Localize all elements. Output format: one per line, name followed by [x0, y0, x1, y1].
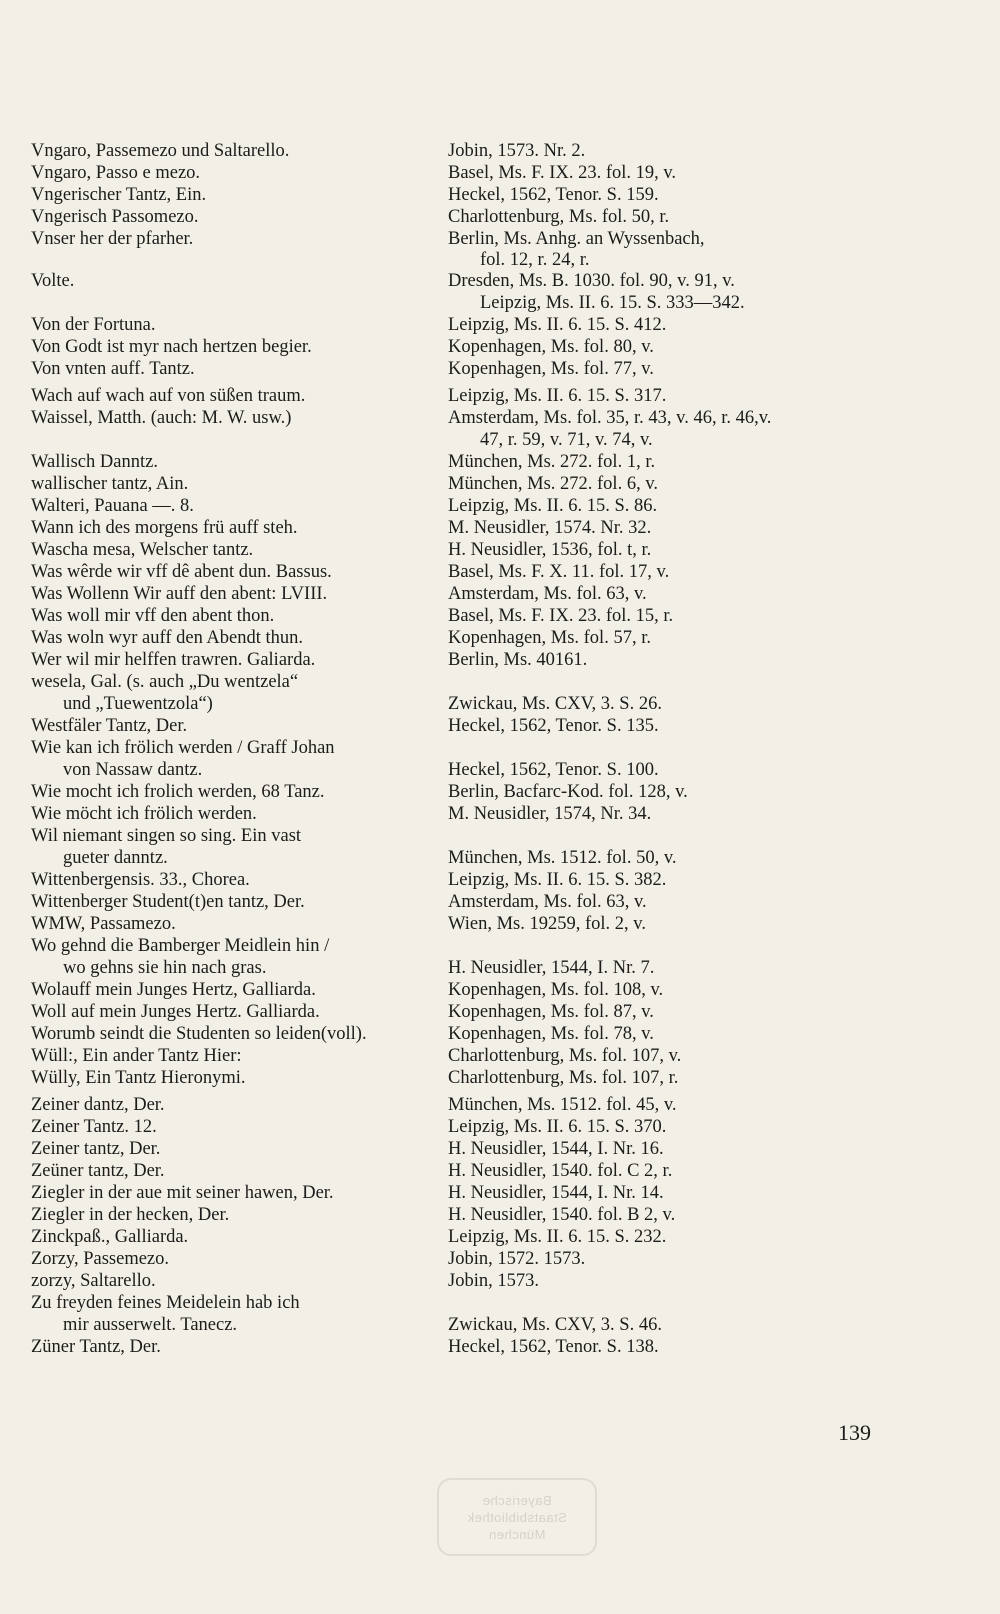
index-entry — [0, 249, 1000, 271]
index-entry — [0, 1182, 1000, 1204]
dance-title: Was Wollenn Wir auff den abent: LVIII. — [31, 584, 328, 604]
source-reference: H. Neusidler, 1540. fol. C 2, r. — [448, 1161, 673, 1181]
index-entry — [0, 495, 1000, 517]
index-entry — [0, 1336, 1000, 1358]
index-entry — [0, 1226, 1000, 1248]
dance-title: Walteri, Pauana —. 8. — [31, 496, 194, 516]
source-reference: Leipzig, Ms. II. 6. 15. S. 333—342. — [480, 293, 745, 313]
dance-title: Worumb seindt die Studenten so leiden(voll). — [31, 1024, 367, 1044]
dance-title: Wie möcht ich frölich werden. — [31, 804, 257, 824]
index-entry — [0, 649, 1000, 671]
source-reference: Charlottenburg, Ms. fol. 50, r. — [448, 207, 670, 227]
source-reference: Leipzig, Ms. II. 6. 15. S. 370. — [448, 1117, 667, 1137]
source-reference: Heckel, 1562, Tenor. S. 135. — [448, 716, 659, 736]
source-reference: Kopenhagen, Ms. fol. 57, r. — [448, 628, 651, 648]
index-entry — [0, 847, 1000, 869]
index-entry — [0, 162, 1000, 184]
index-entry — [0, 336, 1000, 358]
source-reference: Leipzig, Ms. II. 6. 15. S. 412. — [448, 315, 667, 335]
index-entry — [0, 517, 1000, 539]
source-reference: Amsterdam, Ms. fol. 63, v. — [448, 892, 647, 912]
page-number: 139 — [838, 1420, 871, 1445]
dance-title: Was woln wyr auff den Abendt thun. — [31, 628, 304, 648]
index-entry — [0, 627, 1000, 649]
source-reference: Berlin, Ms. Anhg. an Wyssenbach, — [448, 229, 705, 249]
source-reference: H. Neusidler, 1544, I. Nr. 14. — [448, 1183, 664, 1203]
index-entry — [0, 385, 1000, 407]
source-reference: Zwickau, Ms. CXV, 3. S. 46. — [448, 1315, 662, 1335]
source-reference: 47, r. 59, v. 71, v. 74, v. — [480, 430, 653, 450]
index-entry — [0, 979, 1000, 1001]
source-reference: Leipzig, Ms. II. 6. 15. S. 382. — [448, 870, 667, 890]
source-reference: Kopenhagen, Ms. fol. 80, v. — [448, 337, 654, 357]
dance-title: Woll auf mein Junges Hertz. Galliarda. — [31, 1002, 320, 1022]
index-entry — [0, 429, 1000, 451]
index-entry — [0, 292, 1000, 314]
index-entry — [0, 913, 1000, 935]
source-reference: Heckel, 1562, Tenor. S. 100. — [448, 760, 659, 780]
dance-title: Ziegler in der aue mit seiner hawen, Der. — [31, 1183, 334, 1203]
dance-title: Wach auf wach auf von süßen traum. — [31, 386, 306, 406]
index-entry — [0, 1314, 1000, 1336]
source-reference: Zwickau, Ms. CXV, 3. S. 26. — [448, 694, 662, 714]
source-reference: Basel, Ms. F. IX. 23. fol. 19, v. — [448, 163, 677, 183]
source-reference: H. Neusidler, 1540. fol. B 2, v. — [448, 1205, 676, 1225]
index-entry — [0, 314, 1000, 336]
source-reference: Kopenhagen, Ms. fol. 77, v. — [448, 359, 654, 379]
index-entry — [0, 1045, 1000, 1067]
index-entry — [0, 1292, 1000, 1314]
stamp-line: Bayerische — [482, 1492, 552, 1508]
index-entry — [0, 228, 1000, 250]
dance-title: Wil niemant singen so sing. Ein vast — [31, 826, 302, 846]
dance-title: Zeüner tantz, Der. — [31, 1161, 165, 1181]
dance-title: Volte. — [31, 271, 75, 291]
source-reference: Kopenhagen, Ms. fol. 87, v. — [448, 1002, 654, 1022]
dance-title: Was wêrde wir vff dê abent dun. Bassus. — [31, 562, 332, 582]
index-entry — [0, 184, 1000, 206]
dance-title: Was woll mir vff den abent thon. — [31, 606, 275, 626]
index-entry — [0, 803, 1000, 825]
index-entry — [0, 759, 1000, 781]
source-reference: H. Neusidler, 1536, fol. t, r. — [448, 540, 652, 560]
dance-title: Wann ich des morgens frü auff steh. — [31, 518, 298, 538]
dance-title: Wolauff mein Junges Hertz, Galliarda. — [31, 980, 316, 1000]
dance-title: WMW, Passamezo. — [31, 914, 176, 934]
dance-title: wo gehns sie hin nach gras. — [63, 958, 267, 978]
index-entry — [0, 1023, 1000, 1045]
index-entry — [0, 270, 1000, 292]
dance-title: mir ausserwelt. Tanecz. — [63, 1315, 238, 1335]
dance-title: Von der Fortuna. — [31, 315, 156, 335]
dance-title: Vngerisch Passomezo. — [31, 207, 199, 227]
source-reference: Leipzig, Ms. II. 6. 15. S. 232. — [448, 1227, 667, 1247]
source-reference: Heckel, 1562, Tenor. S. 138. — [448, 1337, 659, 1357]
source-reference: Jobin, 1573. — [448, 1271, 539, 1291]
index-entry — [0, 451, 1000, 473]
source-reference: München, Ms. 272. fol. 6, v. — [448, 474, 658, 494]
source-reference: H. Neusidler, 1544, I. Nr. 16. — [448, 1139, 664, 1159]
source-reference: Basel, Ms. F. IX. 23. fol. 15, r. — [448, 606, 674, 626]
source-reference: M. Neusidler, 1574. Nr. 32. — [448, 518, 652, 538]
source-reference: Wien, Ms. 19259, fol. 2, v. — [448, 914, 646, 934]
source-reference: Leipzig, Ms. II. 6. 15. S. 86. — [448, 496, 658, 516]
dance-title: Vngerischer Tantz, Ein. — [31, 185, 207, 205]
dance-title: Von vnten auff. Tantz. — [31, 359, 195, 379]
source-reference: Kopenhagen, Ms. fol. 108, v. — [448, 980, 664, 1000]
index-entry — [0, 825, 1000, 847]
dance-title: Zinckpaß., Galliarda. — [31, 1227, 189, 1247]
index-entry — [0, 561, 1000, 583]
source-reference: fol. 12, r. 24, r. — [480, 250, 590, 270]
index-entry — [0, 407, 1000, 429]
source-reference: Berlin, Bacfarc-Kod. fol. 128, v. — [448, 782, 688, 802]
index-entry — [0, 140, 1000, 162]
dance-title: Ziegler in der hecken, Der. — [31, 1205, 230, 1225]
dance-title: wesela, Gal. (s. auch „Du wentzela“ — [31, 672, 299, 692]
dance-title: Vnser her der pfarher. — [31, 229, 194, 249]
index-entry — [0, 1067, 1000, 1089]
index-entry — [0, 869, 1000, 891]
index-entry — [0, 1094, 1000, 1116]
source-reference: Charlottenburg, Ms. fol. 107, r. — [448, 1068, 679, 1088]
dance-title: Zorzy, Passemezo. — [31, 1249, 170, 1269]
index-entry — [0, 891, 1000, 913]
dance-title: Wascha mesa, Welscher tantz. — [31, 540, 254, 560]
source-reference: München, Ms. 1512. fol. 50, v. — [448, 848, 677, 868]
index-entry — [0, 1204, 1000, 1226]
dance-title: Wer wil mir helffen trawren. Galiarda. — [31, 650, 316, 670]
dance-title: Wittenbergensis. 33., Chorea. — [31, 870, 250, 890]
dance-title: Waissel, Matth. (auch: M. W. usw.) — [31, 408, 292, 428]
dance-title: Wallisch Danntz. — [31, 452, 158, 472]
index-entry — [0, 671, 1000, 693]
dance-title: Wo gehnd die Bamberger Meidlein hin / — [31, 936, 330, 956]
source-reference: M. Neusidler, 1574, Nr. 34. — [448, 804, 652, 824]
source-reference: Basel, Ms. F. X. 11. fol. 17, v. — [448, 562, 670, 582]
source-reference: Berlin, Ms. 40161. — [448, 650, 588, 670]
library-stamp — [437, 1478, 597, 1556]
source-reference: Leipzig, Ms. II. 6. 15. S. 317. — [448, 386, 667, 406]
dance-title: Wie kan ich frölich werden / Graff Johan — [31, 738, 335, 758]
source-reference: Kopenhagen, Ms. fol. 78, v. — [448, 1024, 654, 1044]
index-entry — [0, 605, 1000, 627]
stamp-line: München — [488, 1526, 546, 1542]
index-entry — [0, 1138, 1000, 1160]
dance-title: Vngaro, Passo e mezo. — [31, 163, 201, 183]
dance-title: gueter danntz. — [63, 848, 168, 868]
index-entry — [0, 1116, 1000, 1138]
source-reference: München, Ms. 272. fol. 1, r. — [448, 452, 656, 472]
dance-title: Wie mocht ich frolich werden, 68 Tanz. — [31, 782, 325, 802]
source-reference: Amsterdam, Ms. fol. 63, v. — [448, 584, 647, 604]
source-reference: München, Ms. 1512. fol. 45, v. — [448, 1095, 677, 1115]
source-reference: Charlottenburg, Ms. fol. 107, v. — [448, 1046, 682, 1066]
dance-title: Zeiner Tantz. 12. — [31, 1117, 157, 1137]
index-entry — [0, 781, 1000, 803]
stamp-line: Staatsbibliothek — [467, 1509, 567, 1525]
index-entry — [0, 206, 1000, 228]
source-reference: H. Neusidler, 1544, I. Nr. 7. — [448, 958, 655, 978]
source-reference: Heckel, 1562, Tenor. S. 159. — [448, 185, 659, 205]
index-entry — [0, 715, 1000, 737]
index-entry — [0, 583, 1000, 605]
index-entry — [0, 1001, 1000, 1023]
index-entry — [0, 539, 1000, 561]
dance-title: von Nassaw dantz. — [63, 760, 203, 780]
source-reference: Jobin, 1573. Nr. 2. — [448, 141, 586, 161]
dance-title: Wüll:, Ein ander Tantz Hier: — [31, 1046, 242, 1066]
dance-title: Wittenberger Student(t)en tantz, Der. — [31, 892, 305, 912]
dance-title: Zeiner dantz, Der. — [31, 1095, 165, 1115]
index-entry — [0, 737, 1000, 759]
index-entry — [0, 693, 1000, 715]
source-reference: Amsterdam, Ms. fol. 35, r. 43, v. 46, r. 46,v. — [448, 408, 772, 428]
dance-title: Von Godt ist myr nach hertzen begier. — [31, 337, 312, 357]
dance-title: Wülly, Ein Tantz Hieronymi. — [31, 1068, 246, 1088]
index-entry — [0, 473, 1000, 495]
dance-title: und „Tuewentzola“) — [63, 694, 213, 714]
dance-title: Zeiner tantz, Der. — [31, 1139, 161, 1159]
dance-title: Zu freyden feines Meidelein hab ich — [31, 1293, 300, 1313]
dance-title: Züner Tantz, Der. — [31, 1337, 161, 1357]
index-entry — [0, 358, 1000, 380]
index-entry — [0, 1248, 1000, 1270]
source-reference: Dresden, Ms. B. 1030. fol. 90, v. 91, v. — [448, 271, 735, 291]
index-entry — [0, 935, 1000, 957]
index-entry — [0, 957, 1000, 979]
index-entry — [0, 1160, 1000, 1182]
dance-title: Westfäler Tantz, Der. — [31, 716, 188, 736]
dance-title: Vngaro, Passemezo und Saltarello. — [31, 141, 290, 161]
dance-title: wallischer tantz, Ain. — [31, 474, 189, 494]
dance-title: zorzy, Saltarello. — [31, 1271, 156, 1291]
index-entry — [0, 1270, 1000, 1292]
source-reference: Jobin, 1572. 1573. — [448, 1249, 586, 1269]
